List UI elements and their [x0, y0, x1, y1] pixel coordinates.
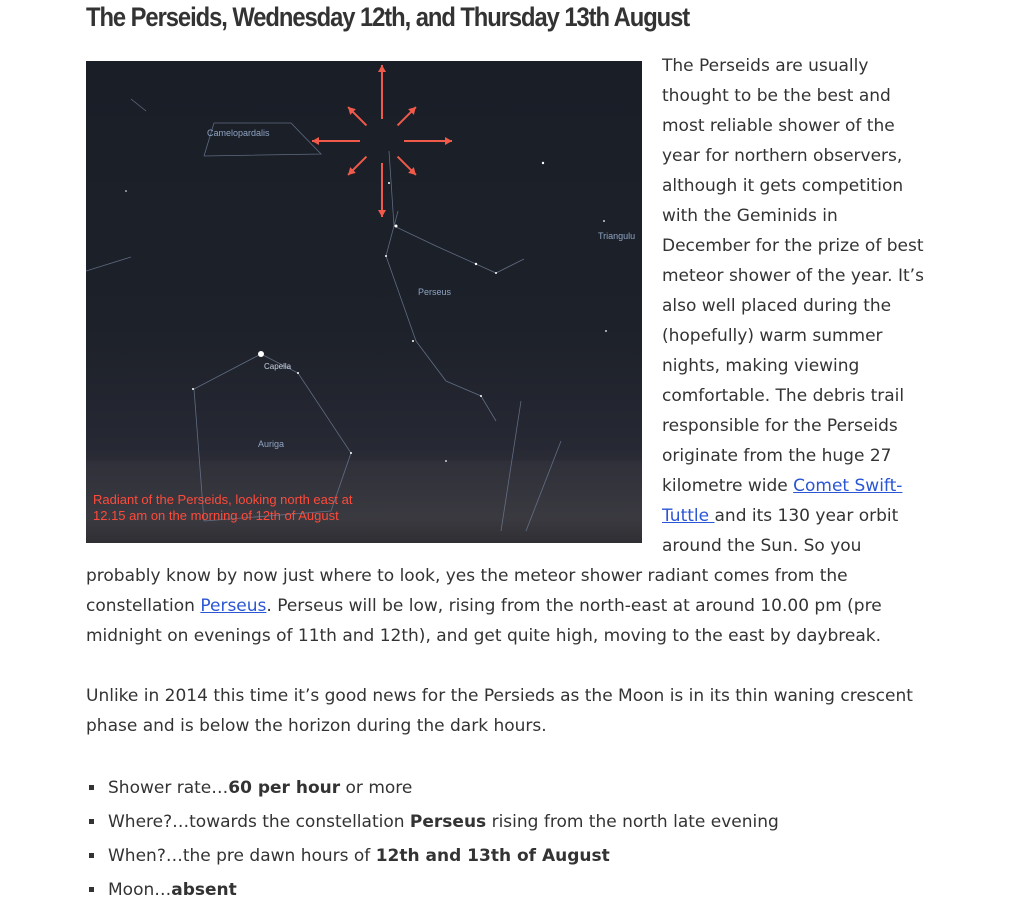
fact-prefix: Shower rate… — [108, 778, 229, 798]
fact-prefix: Moon… — [108, 880, 172, 900]
label-perseus: Perseus — [418, 287, 452, 297]
fact-suffix: rising from the north late evening — [486, 812, 779, 832]
label-auriga: Auriga — [258, 439, 285, 449]
stars — [125, 162, 607, 462]
shower-facts-list — [86, 771, 926, 907]
fact-bold: 12th and 13th of August — [375, 846, 610, 866]
perseids-radiant-star-map — [86, 61, 642, 543]
article-body — [86, 51, 926, 907]
label-triangulum: Triangulu — [598, 231, 636, 241]
fact-bold: Perseus — [409, 812, 487, 832]
radiant-arrowhead-north — [378, 65, 386, 72]
fact-prefix: Where?…towards the constellation — [108, 812, 410, 832]
fact-suffix: or more — [340, 778, 413, 798]
label-camelopardalis: Camelopardalis — [207, 128, 270, 138]
caption-line-2: 12.15 am on the morning of 12th of August — [93, 508, 339, 523]
fact-bold: 60 per hour — [228, 778, 341, 798]
fact-where — [86, 805, 926, 839]
bullet-icon — [89, 887, 94, 892]
fact-prefix: When?…the pre dawn hours of — [108, 846, 376, 866]
paragraph-2: Unlike in 2014 this time it’s good news for the Persieds as the Moon is in its thin waning crescent phase and is below the horizon during the dark hours. — [86, 686, 913, 736]
star-chart — [86, 61, 642, 543]
fact-shower-rate — [86, 771, 926, 805]
fact-bold: absent — [171, 880, 237, 900]
page-title: The Perseids, Wednesday 12th, and Thursday 13th August — [86, 2, 690, 32]
paragraph-1-text-b: and its 130 year orbit around the Sun. So you probably know by now just where to look, yes the meteor shower radiant comes from the constellation — [86, 506, 899, 616]
radiant-arrowhead-south — [378, 210, 386, 217]
fact-when — [86, 839, 926, 873]
paragraph-1-text-c: . Perseus will be low, rising from the north-east at around 10.00 pm (pre midnight on evenings of 11th and 12th), and get quite high, moving to the east by daybreak. — [86, 596, 882, 646]
label-capella: Capella — [264, 362, 292, 371]
caption-line-1: Radiant of the Perseids, looking north east at — [93, 492, 353, 507]
figure-caption — [93, 492, 393, 524]
perseus-link[interactable]: Perseus — [200, 596, 267, 616]
bullet-icon — [89, 819, 94, 824]
bullet-icon — [89, 853, 94, 858]
paragraph-1-text-a: The Perseids are usually thought to be the best and most reliable shower of the year for northern observers, although it gets competition with the Geminids in December for the prize of best meteor shower of the year. It’s also well placed during the (hopefully) warm summer nights, making viewing comfortable. The debris trail responsible for the Perseids originate from the huge 27 kilometre wide — [662, 56, 924, 496]
radiant-arrowhead-east — [445, 137, 452, 145]
comet-swift-tuttle-link[interactable]: Comet Swift-Tuttle — [662, 476, 903, 526]
fact-moon — [86, 873, 926, 907]
radiant-arrowhead-west — [312, 137, 319, 145]
bullet-icon — [89, 785, 94, 790]
radiant-arrows — [312, 65, 452, 217]
